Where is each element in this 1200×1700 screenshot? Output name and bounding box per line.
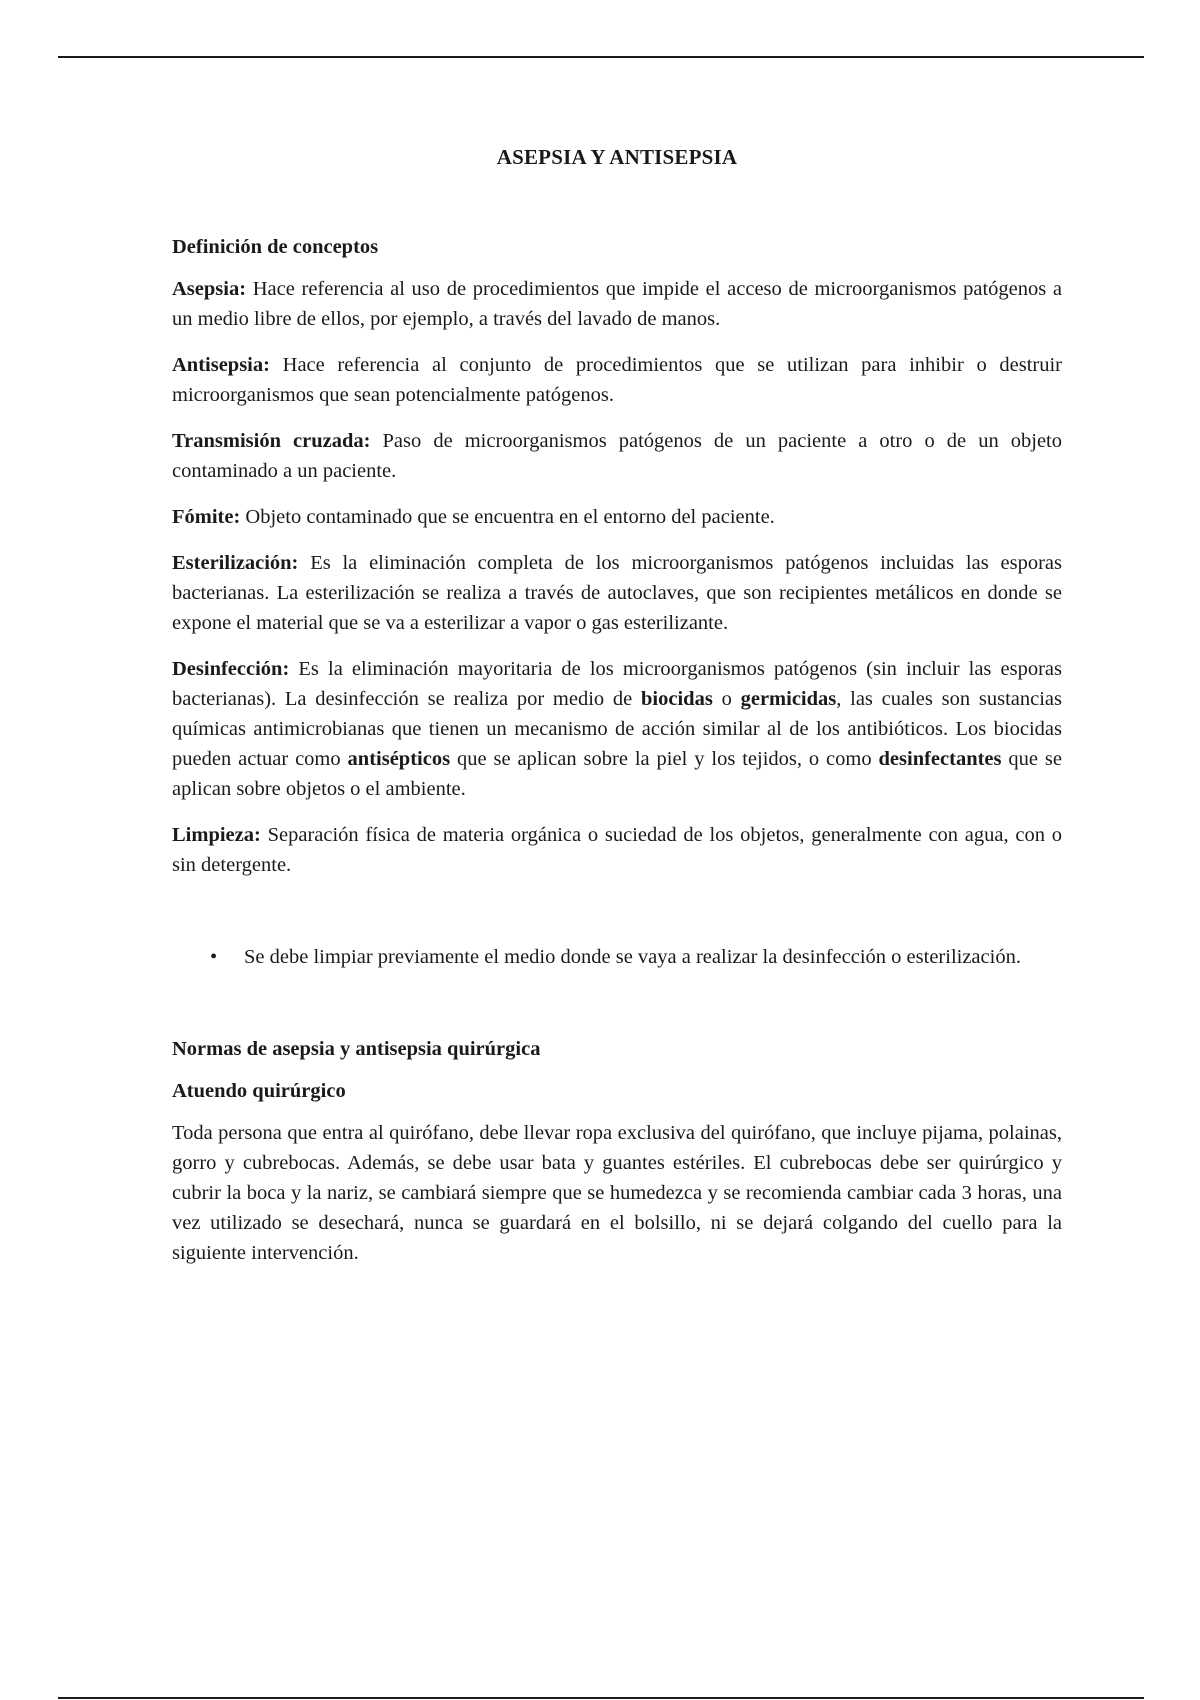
definition-text: Hace referencia al conjunto de procedimientos que se utilizan para inhibir o destruir microorganismos que sean potencialmente patógenos.: [172, 354, 1062, 406]
definition-asepsia: [172, 274, 1062, 334]
list-item: [172, 942, 1062, 972]
atuendo-paragraph: Toda persona que entra al quirófano, debe llevar ropa exclusiva del quirófano, que incluye pijama, polainas, gorro y cubrebocas. Además, se debe usar bata y guantes estériles. El cubrebocas debe ser quirúrgico y cubrir la boca y la nariz, se cambiará siempre que se humedezca y se recomienda cambiar cada 3 horas, una vez utilizado se desechará, nunca se guardará en el bolsillo, ni se dejará colgando del cuello para la siguiente intervención.: [172, 1122, 1062, 1264]
definition-antisepsia: [172, 350, 1062, 410]
definition-esterilizacion: [172, 548, 1062, 638]
term-label: Transmisión cruzada:: [172, 430, 371, 452]
term-label: Asepsia:: [172, 278, 247, 300]
definition-transmision-cruzada: [172, 426, 1062, 486]
definition-text: Es la eliminación mayoritaria de los microorganismos patógenos (sin incluir las esporas bacterianas). La desinfección se realiza por medio de: [172, 658, 1062, 710]
definition-text: Hace referencia al uso de procedimientos que impide el acceso de microorganismos patógenos a un medio libre de ellos, por ejemplo, a través del lavado de manos.: [172, 278, 1062, 330]
definition-desinfeccion: [172, 654, 1062, 804]
document-title: ASEPSIA Y ANTISEPSIA: [496, 145, 738, 169]
bullet-text: Se debe limpiar previamente el medio donde se vaya a realizar la desinfección o esterilización.: [244, 946, 1021, 968]
term-label: Limpieza:: [172, 824, 261, 846]
definition-text: Paso de microorganismos patógenos de un paciente a otro o de un objeto contaminado a un paciente.: [172, 430, 1062, 482]
definition-text: que se aplican sobre objetos o el ambiente.: [172, 748, 1062, 800]
definition-text: Separación física de materia orgánica o suciedad de los objetos, generalmente con agua, con o sin detergente.: [172, 824, 1062, 876]
page-content: [172, 142, 1062, 1284]
definition-text: , las cuales son sustancias químicas antimicrobianas que tienen un mecanismo de acción similar al de los antibióticos. Los biocidas pueden actuar como: [172, 688, 1063, 770]
section-heading-atuendo: Atuendo quirúrgico: [172, 1080, 346, 1102]
term-label: Esterilización:: [172, 552, 299, 574]
keyword-germicidas: germicidas: [740, 688, 837, 710]
term-label: Fómite:: [172, 506, 241, 528]
definition-limpieza: [172, 820, 1062, 880]
definition-text: o: [712, 688, 741, 710]
definition-text: que se aplican sobre la piel y los tejidos, o como: [450, 748, 879, 770]
term-label: Desinfección:: [172, 658, 290, 680]
keyword-antisepticos: antisépticos: [347, 748, 451, 770]
footer-rule: [58, 1697, 1144, 1699]
bullet-icon: •: [210, 946, 218, 968]
bullet-list: [172, 942, 1062, 972]
term-label: Antisepsia:: [172, 354, 270, 376]
definition-text: Es la eliminación completa de los microorganismos patógenos incluidas las esporas bacterianas. La esterilización se realiza a través de autoclaves, que son recipientes metálicos en donde se expone el material que se va a esterilizar a vapor o gas esterilizante.: [172, 552, 1062, 634]
definition-text: Objeto contaminado que se encuentra en el entorno del paciente.: [240, 506, 775, 528]
header-rule: [58, 56, 1144, 58]
section-heading-definiciones: Definición de conceptos: [172, 236, 379, 258]
keyword-biocidas: biocidas: [641, 688, 713, 710]
section-heading-normas: Normas de asepsia y antisepsia quirúrgica: [172, 1038, 541, 1060]
definition-fomite: [172, 502, 1062, 532]
keyword-desinfectantes: desinfectantes: [878, 748, 1002, 770]
